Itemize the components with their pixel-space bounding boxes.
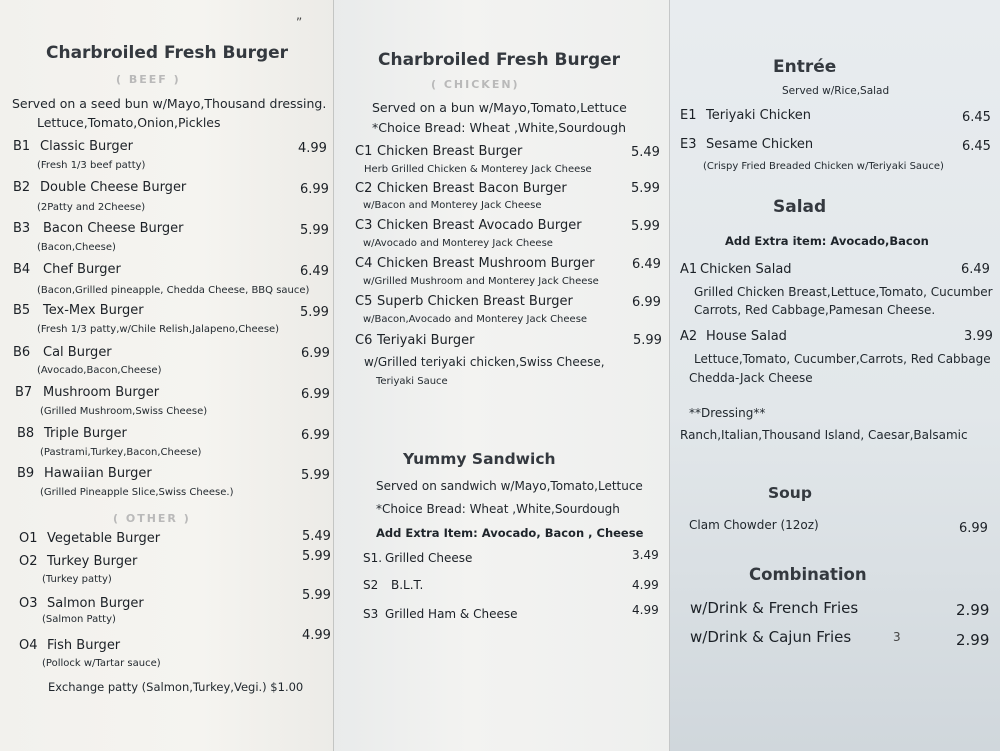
menu-item-name: Cal Burger — [43, 345, 112, 360]
menu-item-price: 6.99 — [632, 295, 661, 310]
menu-item-price: 6.49 — [632, 257, 661, 272]
menu-item-desc: (Crispy Fried Breaded Chicken w/Teriyaki Sauce) — [703, 161, 944, 172]
menu-item-price: 5.99 — [302, 549, 331, 564]
menu-item-code: B4 — [13, 262, 31, 277]
section-intro: Lettuce,Tomato,Onion,Pickles — [37, 115, 221, 130]
menu-item-code: B9 — [17, 466, 35, 481]
menu-item-price: 6.49 — [961, 262, 990, 277]
menu-item-desc: (Fresh 1/3 patty,w/Chile Relish,Jalapeno,Cheese) — [37, 324, 280, 335]
menu-item-price: 5.99 — [631, 219, 660, 234]
menu-item-desc: (Turkey patty) — [42, 574, 112, 585]
menu-item-code: C3 — [355, 218, 373, 233]
menu-item-code: B6 — [13, 345, 31, 360]
menu-item-desc: (Bacon,Grilled pineapple, Chedda Cheese, BBQ sauce) — [37, 285, 310, 296]
salad-title: Salad — [773, 197, 827, 217]
menu-item-price: 3.99 — [964, 329, 993, 344]
soup-title: Soup — [768, 484, 812, 502]
menu-item-name: Turkey Burger — [47, 554, 138, 569]
menu-item-code: O3 — [19, 596, 38, 611]
menu-item-code: S1. — [363, 551, 383, 565]
entree-title: Entrée — [773, 57, 837, 77]
menu-item-name: Vegetable Burger — [47, 531, 161, 546]
section-intro: Served on a bun w/Mayo,Tomato,Lettuce — [372, 100, 627, 115]
menu-item-price: 5.99 — [300, 305, 329, 320]
menu-item-name: Mushroom Burger — [43, 385, 160, 400]
sandwich-extra: Add Extra Item: Avocado, Bacon , Cheese — [376, 526, 644, 540]
menu-item-desc: Teriyaki Sauce — [376, 376, 448, 387]
menu-item-name: Sesame Chicken — [706, 137, 814, 152]
panel-entree-salad — [670, 0, 1000, 751]
menu-item-desc: Lettuce,Tomato, Cucumber,Carrots, Red Cabbage — [694, 352, 991, 366]
menu-item-price: 6.49 — [300, 264, 329, 279]
combo-price: 2.99 — [956, 631, 990, 649]
menu-item-price: 6.45 — [962, 139, 991, 154]
menu-item-name: Chicken Breast Burger — [377, 144, 523, 159]
menu-item-name: Salmon Burger — [47, 596, 144, 611]
menu-item-desc: Carrots, Red Cabbage,Pamesan Cheese. — [694, 303, 936, 317]
menu-item-code: O1 — [19, 531, 38, 546]
section-intro: Served on a seed bun w/Mayo,Thousand dressing. — [12, 96, 327, 111]
menu-item-price: 4.99 — [632, 578, 659, 592]
menu-item-code: C6 — [355, 333, 373, 348]
menu-item-price: 4.99 — [632, 603, 659, 617]
menu-item-code: O4 — [19, 638, 38, 653]
sandwich-title: Yummy Sandwich — [403, 450, 556, 468]
salad-extra: Add Extra item: Avocado,Bacon — [725, 234, 929, 248]
menu-item-name: Classic Burger — [40, 139, 133, 154]
combo-mark: 3 — [893, 630, 901, 644]
menu-item-name: Bacon Cheese Burger — [43, 221, 184, 236]
section-subtitle: ( BEEF ) — [116, 73, 181, 86]
corner-mark: „ — [296, 8, 303, 22]
dressing-list: Ranch,Italian,Thousand Island, Caesar,Balsamic — [680, 428, 968, 442]
menu-item-price: 6.99 — [301, 387, 330, 402]
menu-item-desc: (2Patty and 2Cheese) — [37, 202, 146, 213]
menu-item-name: Chicken Breast Avocado Burger — [377, 218, 582, 233]
menu-item-name: Superb Chicken Breast Burger — [377, 294, 573, 309]
menu-item-desc: (Avocado,Bacon,Cheese) — [37, 365, 162, 376]
section-subtitle: ( CHICKEN) — [431, 78, 520, 91]
section-intro: *Choice Bread: Wheat ,White,Sourdough — [372, 120, 627, 135]
menu-item-name: Fish Burger — [47, 638, 121, 653]
menu-item-price: 5.99 — [633, 333, 662, 348]
menu-item-name: Chef Burger — [43, 262, 121, 277]
menu-item-code: E3 — [680, 137, 697, 152]
menu-item-price: 5.49 — [631, 145, 660, 160]
menu-item-price: 5.49 — [302, 529, 331, 544]
section-title: Charbroiled Fresh Burger — [378, 50, 621, 70]
menu-item-code: E1 — [680, 108, 697, 123]
menu-item-price: 4.99 — [298, 141, 327, 156]
menu-item-code: A1 — [680, 262, 698, 277]
menu-item-price: 3.49 — [632, 548, 659, 562]
soup-price: 6.99 — [959, 521, 988, 536]
menu-item-price: 6.99 — [301, 428, 330, 443]
menu-item-code: B5 — [13, 303, 31, 318]
panel-chicken-burgers — [334, 0, 670, 751]
menu-item-price: 4.99 — [302, 628, 331, 643]
menu-item-desc: w/Bacon,Avocado and Monterey Jack Cheese — [363, 314, 588, 325]
menu-item-desc: w/Grilled teriyaki chicken,Swiss Cheese, — [364, 355, 605, 369]
menu-item-name: B.L.T. — [391, 578, 424, 592]
menu-item-desc: Grilled Chicken Breast,Lettuce,Tomato, Cucumber — [694, 285, 993, 299]
menu-item-desc: (Grilled Mushroom,Swiss Cheese) — [40, 406, 208, 417]
menu-item-desc: w/Bacon and Monterey Jack Cheese — [363, 200, 542, 211]
menu-item-code: B3 — [13, 221, 31, 236]
menu-item-desc: w/Grilled Mushroom and Monterey Jack Cheese — [363, 276, 599, 287]
dressing-title: **Dressing** — [689, 406, 766, 420]
sandwich-intro: *Choice Bread: Wheat ,White,Sourdough — [376, 502, 620, 516]
menu-item-name: Chicken Breast Mushroom Burger — [377, 256, 595, 271]
menu-item-price: 5.99 — [300, 223, 329, 238]
menu-item-code: B7 — [15, 385, 33, 400]
menu-item-code: C2 — [355, 181, 373, 196]
menu-item-name: Hawaiian Burger — [44, 466, 152, 481]
menu-item-desc: (Fresh 1/3 beef patty) — [37, 160, 146, 171]
menu-item-name: Grilled Cheese — [385, 551, 473, 565]
menu-item-desc: (Pollock w/Tartar sauce) — [42, 658, 161, 669]
menu-item-name: Chicken Salad — [700, 262, 792, 277]
menu-item-code: C5 — [355, 294, 373, 309]
menu-item-desc: (Pastrami,Turkey,Bacon,Cheese) — [40, 447, 202, 458]
menu-item-price: 6.45 — [962, 110, 991, 125]
panel-beef-burgers — [0, 0, 334, 751]
exchange-note: Exchange patty (Salmon,Turkey,Vegi.) $1.00 — [48, 680, 304, 694]
sandwich-intro: Served on sandwich w/Mayo,Tomato,Lettuce — [376, 479, 643, 493]
menu-item-code: B1 — [13, 139, 31, 154]
other-subtitle: ( OTHER ) — [113, 512, 191, 525]
menu-item-name: Grilled Ham & Cheese — [385, 607, 518, 621]
combo-item: w/Drink & French Fries — [690, 599, 859, 617]
menu-item-desc: w/Avocado and Monterey Jack Cheese — [363, 238, 553, 249]
menu-item-price: 5.99 — [301, 468, 330, 483]
menu-item-desc: (Bacon,Cheese) — [37, 242, 116, 253]
menu-item-code: B8 — [17, 426, 35, 441]
menu-item-code: O2 — [19, 554, 38, 569]
menu-item-name: Triple Burger — [44, 426, 127, 441]
soup-item: Clam Chowder (12oz) — [689, 518, 819, 532]
entree-note: Served w/Rice,Salad — [782, 85, 890, 97]
menu-item-name: Double Cheese Burger — [40, 180, 187, 195]
menu-item-desc: (Grilled Pineapple Slice,Swiss Cheese.) — [40, 487, 234, 498]
menu-item-code: S2 — [363, 578, 379, 592]
menu-item-price: 6.99 — [301, 346, 330, 361]
menu-item-price: 6.99 — [300, 182, 329, 197]
menu-item-name: Teriyaki Chicken — [706, 108, 811, 123]
menu-item-name: House Salad — [706, 329, 787, 344]
menu-item-desc: (Salmon Patty) — [42, 614, 116, 625]
menu-item-desc: Chedda-Jack Cheese — [689, 371, 813, 385]
menu-item-desc: Herb Grilled Chicken & Monterey Jack Cheese — [364, 164, 592, 175]
menu-item-code: C4 — [355, 256, 373, 271]
menu-item-code: A2 — [680, 329, 698, 344]
menu-item-code: C1 — [355, 144, 373, 159]
menu-item-code: B2 — [13, 180, 31, 195]
menu-item-name: Teriyaki Burger — [377, 333, 475, 348]
menu-item-name: Tex-Mex Burger — [43, 303, 144, 318]
combo-title: Combination — [749, 565, 867, 584]
menu-item-name: Chicken Breast Bacon Burger — [377, 181, 567, 196]
combo-item: w/Drink & Cajun Fries — [690, 628, 852, 646]
menu-item-price: 5.99 — [302, 588, 331, 603]
menu-item-code: S3 — [363, 607, 379, 621]
combo-price: 2.99 — [956, 601, 990, 619]
section-title: Charbroiled Fresh Burger — [46, 43, 289, 63]
menu-item-price: 5.99 — [631, 181, 660, 196]
